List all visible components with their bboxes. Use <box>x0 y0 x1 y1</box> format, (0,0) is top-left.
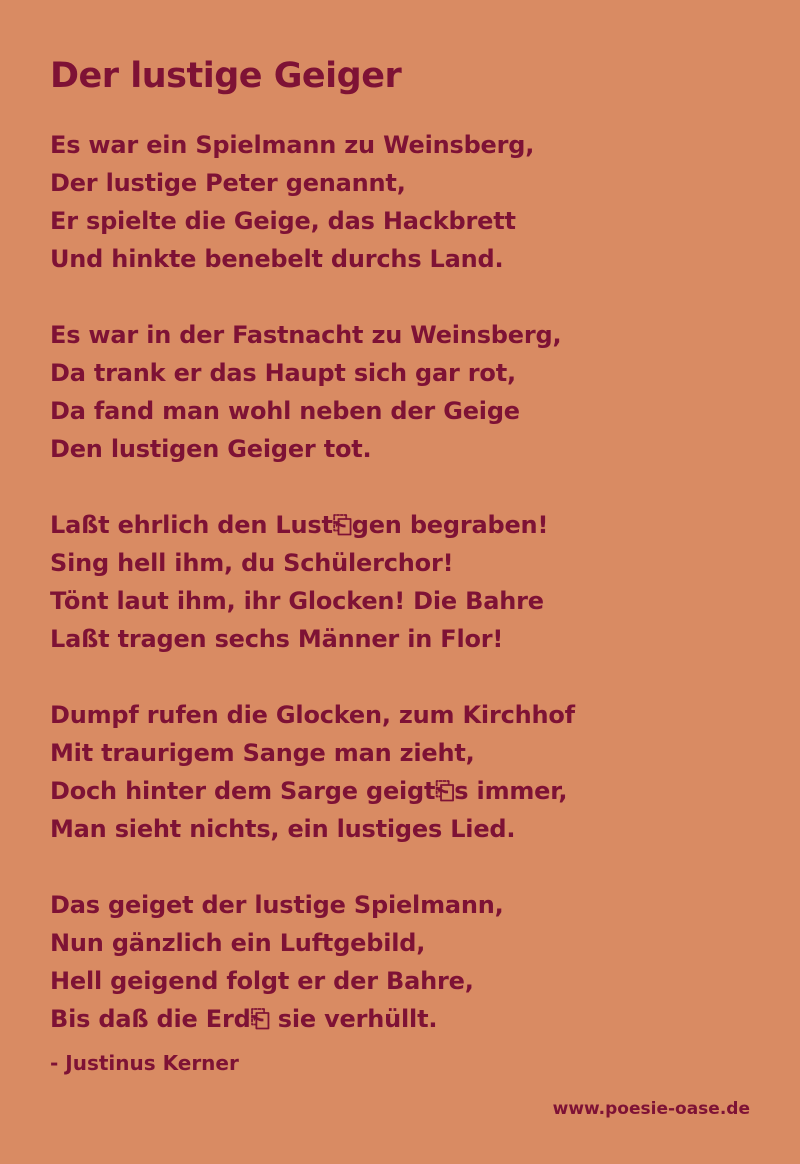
poem-line: Laßt ehrlich den Lust⎗gen begraben! <box>50 511 549 539</box>
poem-line: Bis daß die Erd⎗ sie verhüllt. <box>50 1005 438 1033</box>
poem-line: Da trank er das Haupt sich gar rot, <box>50 359 516 387</box>
poem-line: Laßt tragen sechs Männer in Flor! <box>50 625 504 653</box>
poem-line: Es war ein Spielmann zu Weinsberg, <box>50 131 535 159</box>
stanza-5 <box>50 886 504 1038</box>
poem-line: Tönt laut ihm, ihr Glocken! Die Bahre <box>50 587 544 615</box>
poem-line: Den lustigen Geiger tot. <box>50 435 372 463</box>
stanza-1 <box>50 126 534 278</box>
poem-author: - Justinus Kerner <box>50 1051 239 1075</box>
poem-line: Dumpf rufen die Glocken, zum Kirchhof <box>50 701 575 729</box>
poem-line: Und hinkte benebelt durchs Land. <box>50 245 504 273</box>
poem-line: Nun gänzlich ein Luftgebild, <box>50 929 426 957</box>
poem-title: Der lustige Geiger <box>50 56 402 96</box>
stanza-3 <box>50 506 548 658</box>
poem-line: Er spielte die Geige, das Hackbrett <box>50 207 516 235</box>
poem-line: Der lustige Peter genannt, <box>50 169 406 197</box>
poem-line: Mit traurigem Sange man zieht, <box>50 739 475 767</box>
website-watermark: www.poesie-oase.de <box>552 1099 750 1119</box>
poem-line: Sing hell ihm, du Schülerchor! <box>50 549 454 577</box>
poem-line: Das geiget der lustige Spielmann, <box>50 891 504 919</box>
poem-line: Hell geigend folgt er der Bahre, <box>50 967 474 995</box>
poem-line: Es war in der Fastnacht zu Weinsberg, <box>50 321 562 349</box>
poem-line: Da fand man wohl neben der Geige <box>50 397 520 425</box>
poem-line: Doch hinter dem Sarge geigt⎗s immer, <box>50 777 568 805</box>
stanza-2 <box>50 316 561 468</box>
poem-line: Man sieht nichts, ein lustiges Lied. <box>50 815 516 843</box>
stanza-4 <box>50 696 575 848</box>
